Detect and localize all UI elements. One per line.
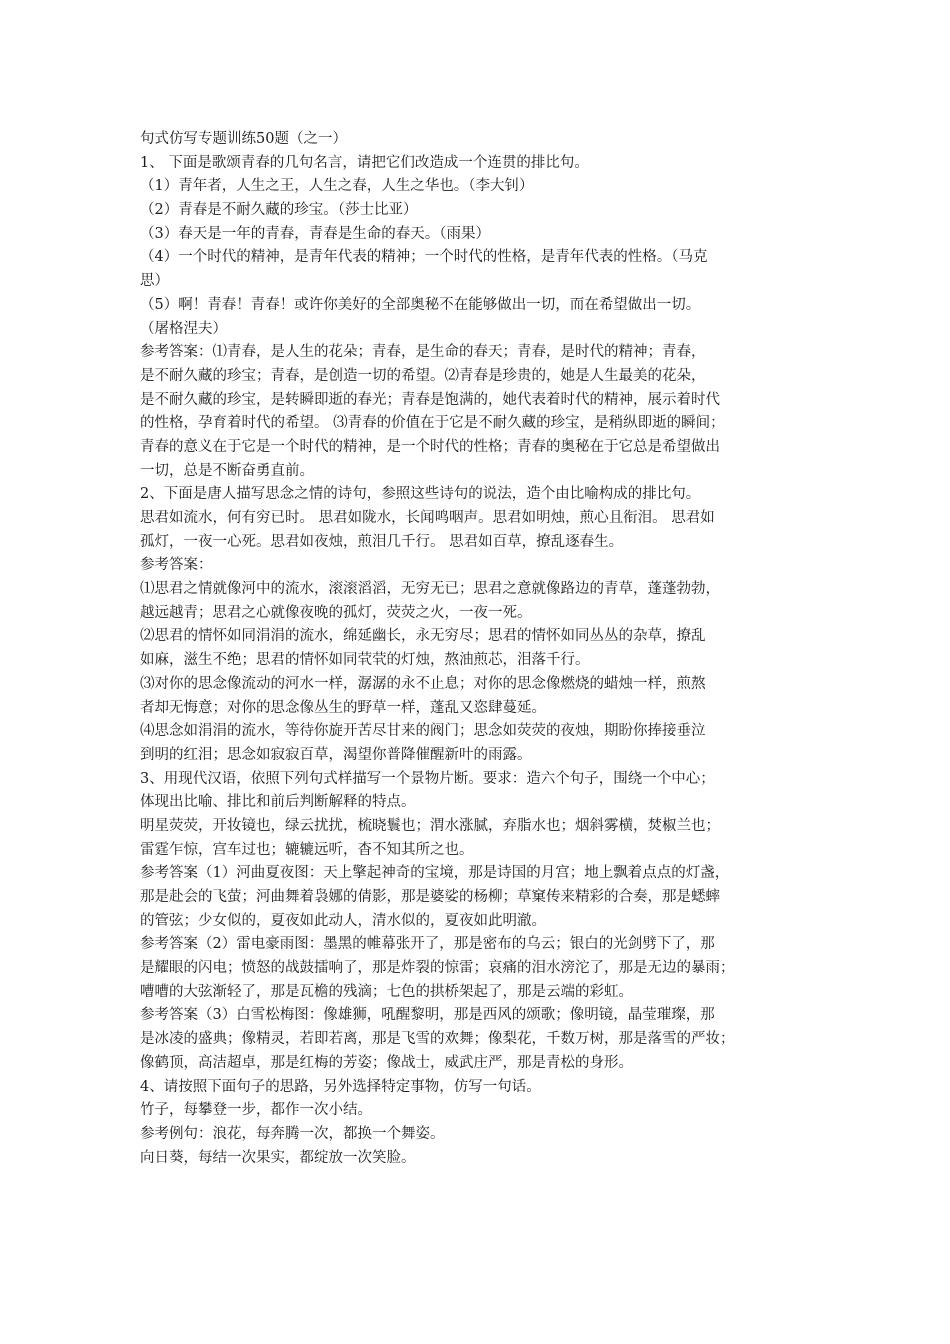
text-line: 像鹤顶，高洁超卓，那是红梅的芳姿；像战士，威武庄严，那是青松的身形。 [140, 1054, 633, 1071]
text-line: 参考答案（1）河曲夏夜图：天上擎起神奇的宝境，那是诗国的月宫；地上飘着点点的灯盏， [140, 865, 730, 882]
text-line: 是耀眼的闪电；愤怒的战鼓擂响了，那是炸裂的惊雷；哀痛的泪水滂沱了，那是无边的暴雨； [140, 960, 735, 977]
text-line: ⑴思君之情就像河中的流水，滚滚滔滔，无穷无已；思君之意就像路边的青草，蓬蓬勃勃， [140, 581, 720, 598]
text-line: 到明的红泪；思念如寂寂百草，渴望你普降催醒新叶的雨露。 [140, 746, 532, 763]
text-line: （4）一个时代的精神，是青年代表的精神；一个时代的性格，是青年代表的性格。（马克 [140, 249, 708, 266]
text-line: 明星荧荧，开妆镜也，绿云扰扰，梳晓鬟也；渭水涨腻，弃脂水也；烟斜雾横，焚椒兰也； [140, 817, 720, 834]
text-line: 嘈嘈的大弦渐轻了，那是瓦檐的残滴；七色的拱桥架起了，那是云端的彩虹。 [140, 983, 633, 1000]
text-line: （2）青春是不耐久藏的珍宝。（莎士比亚） [140, 202, 418, 219]
text-line: 那是赴会的飞萤；河曲舞着袅娜的倩影，那是婆娑的杨柳；草窠传来精彩的合奏，那是蟋蟀 [140, 889, 720, 905]
text-line: 参考例句：浪花，每奔腾一次，都换一个舞姿。 [140, 1125, 445, 1142]
text-line: 者却无悔意；对你的思念像丛生的野草一样，蓬乱又恣肆蔓延。 [140, 699, 546, 716]
document-body [140, 128, 825, 1170]
text-line: 是不耐久藏的珍宝，是转瞬即逝的春光；青春是饱满的，她代表着时代的精神，展示着时代 [140, 391, 720, 408]
text-line: 参考答案（2）雷电豪雨图：墨黑的帷幕张开了，那是密布的乌云；银白的光剑劈下了，那 [140, 936, 715, 953]
text-line: 是不耐久藏的珍宝；青春，是创造一切的希望。⑵青春是珍贵的，她是人生最美的花朵， [140, 367, 706, 384]
text-line: 孤灯，一夜一心死。思君如夜烛，煎泪几千行。 思君如百草，撩乱逐春生。 [140, 533, 624, 550]
text-line: 参考答案： [140, 557, 213, 574]
text-line: 的管弦；少女似的，夏夜如此动人，清水似的，夏夜如此明澈。 [140, 912, 546, 929]
text-line: 思） [140, 273, 169, 290]
text-line: 一切，总是不断奋勇直前。 [140, 462, 314, 479]
text-line: （5）啊！青春！青春！或许你美好的全部奥秘不在能够做出一切，而在希望做出一切。 [140, 296, 701, 313]
text-line: 4、请按照下面句子的思路，另外选择特定事物，仿写一句话。 [140, 1078, 541, 1095]
text-line: 是冰凌的盛典；像精灵，若即若离，那是飞雪的欢舞；像梨花，千数万树，那是落雪的严妆； [140, 1031, 735, 1048]
text-line: 参考答案（3）白雪松梅图：像雄狮，吼醒黎明，那是西风的颂歌；像明镜，晶莹璀璨，那 [140, 1007, 715, 1024]
text-line: 青春的意义在于它是一个时代的精神，是一个时代的性格；青春的奥秘在于它总是希望做出 [140, 438, 720, 455]
text-line: （1）青年者，人生之王，人生之春，人生之华也。（李大钊） [140, 178, 534, 195]
text-line: （3）春天是一年的青春，青春是生命的春天。（雨果） [140, 225, 490, 242]
text-line: 雷霆乍惊，宫车过也；辘辘远听，杳不知其所之也。 [140, 841, 474, 858]
text-line: 1、 下面是歌颂青春的几句名言，请把它们改造成一个连贯的排比句。 [140, 154, 589, 171]
text-line: 3、用现代汉语，依照下列句式样描写一个景物片断。要求：造六个句子，围绕一个中心； [140, 770, 715, 787]
text-line: （屠格涅夫） [140, 320, 227, 337]
text-line: ⑵思君的情怀如同涓涓的流水，绵延幽长，永无穷尽；思君的情怀如同丛丛的杂草，撩乱 [140, 628, 706, 645]
text-line: ⑶对你的思念像流动的河水一样，潺潺的永不止息；对你的思念像燃烧的蜡烛一样，煎熬 [140, 675, 706, 692]
text-line: 竹子，每攀登一步，都作一次小结。 [140, 1102, 372, 1119]
text-line: 的性格，孕育着时代的希望。 ⑶青春的价值在于它是不耐久藏的珍宝，是稍纵即逝的瞬间； [140, 415, 725, 432]
document-title: 句式仿写专题训练50题（之一） [140, 131, 347, 147]
text-line: 2、下面是唐人描写思念之情的诗句，参照这些诗句的说法，造个由比喻构成的排比句。 [140, 486, 701, 503]
text-line: 越远越青；思君之心就像夜晚的孤灯，荧荧之火，一夜一死。 [140, 604, 532, 621]
text-line: 思君如流水，何有穷已时。 思君如陇水，长闻鸣咽声。思君如明烛，煎心且衔泪。 思君如 [140, 510, 715, 526]
text-line: 如麻，滋生不绝；思君的情怀如同茕茕的灯烛，熬油煎芯，泪落千行。 [140, 652, 590, 669]
text-line: 体现出比喻、排比和前后判断解释的特点。 [140, 794, 416, 811]
text-line: 向日葵，每结一次果实，都绽放一次笑脸。 [140, 1149, 416, 1166]
text-line: 参考答案：⑴青春，是人生的花朵；青春，是生命的春天；青春，是时代的精神；青春， [140, 344, 706, 361]
text-line: ⑷思念如涓涓的流水，等待你旋开苦尽甘来的阀门；思念如荧荧的夜烛，期盼你捧接垂泣 [140, 723, 706, 740]
